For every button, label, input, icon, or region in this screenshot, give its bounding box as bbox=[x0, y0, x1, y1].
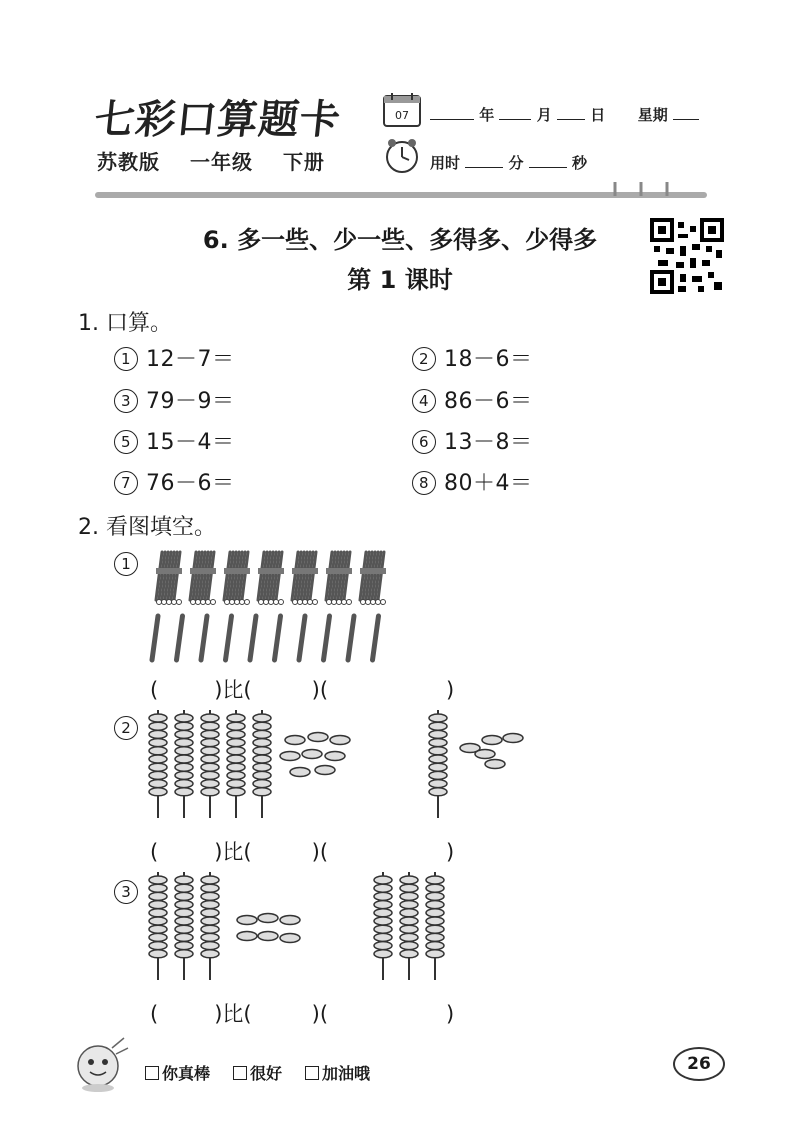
q2-heading: 2. 看图填空。 bbox=[78, 515, 216, 540]
rating-option-keep-going[interactable] bbox=[305, 1061, 370, 1084]
loose-bead bbox=[315, 766, 335, 775]
problem-number: 4 bbox=[412, 389, 436, 413]
mascot-icon bbox=[68, 1034, 134, 1094]
month-blank[interactable] bbox=[499, 105, 531, 120]
problem-5 bbox=[114, 425, 235, 456]
paren-open: ( bbox=[243, 678, 252, 702]
lesson-title: 6. 多一些、少一些、多得多、少得多 bbox=[202, 226, 598, 254]
time-used-label: 用时 bbox=[430, 154, 461, 172]
rating-label: 你真棒 bbox=[162, 1064, 211, 1083]
compare-word: 比 bbox=[222, 1002, 244, 1026]
problem-6 bbox=[412, 425, 533, 456]
stick-bundle bbox=[224, 552, 250, 605]
date-line bbox=[430, 104, 699, 125]
abacus-rod bbox=[175, 872, 193, 980]
q1-heading: 1. 口算。 bbox=[78, 311, 172, 336]
problem-number: 6 bbox=[412, 430, 436, 454]
paren-open: ( bbox=[243, 1002, 252, 1026]
abacus-rod bbox=[400, 872, 418, 980]
loose-bead bbox=[330, 736, 350, 745]
paren-open: ( bbox=[150, 1002, 159, 1026]
paren-close: ) bbox=[446, 678, 455, 702]
loose-bead bbox=[302, 750, 322, 759]
weekday-label: 星期 bbox=[637, 106, 668, 124]
paren-open: ( bbox=[150, 678, 159, 702]
year-blank[interactable] bbox=[430, 105, 474, 120]
problem-expr: 80＋4＝ bbox=[444, 471, 533, 496]
abacus-rod bbox=[426, 872, 444, 980]
edition-publisher: 苏教版 bbox=[97, 150, 160, 174]
edition-volume: 下册 bbox=[282, 150, 325, 174]
single-stick bbox=[373, 616, 379, 660]
stick-bundles-figure bbox=[148, 548, 408, 666]
problem-8 bbox=[412, 466, 533, 497]
loose-bead bbox=[325, 752, 345, 761]
single-stick bbox=[201, 616, 207, 660]
problem-expr: 15－4＝ bbox=[146, 430, 235, 455]
paren-open: ( bbox=[243, 840, 252, 864]
abacus-rod bbox=[149, 872, 167, 980]
paren-close: ) bbox=[214, 1002, 223, 1026]
part-number: 1 bbox=[114, 552, 138, 576]
part-3-blanks bbox=[150, 998, 454, 1028]
minutes-blank[interactable] bbox=[465, 153, 503, 168]
abacus-rod bbox=[201, 710, 219, 818]
problem-4 bbox=[412, 384, 533, 415]
abacus-rod bbox=[227, 710, 245, 818]
loose-bead bbox=[285, 736, 305, 745]
paren-close: ) bbox=[311, 840, 320, 864]
abacus-figure-2 bbox=[140, 706, 540, 826]
page-number: 26 bbox=[673, 1047, 725, 1081]
part-number: 2 bbox=[114, 716, 138, 740]
checkbox-icon[interactable] bbox=[145, 1066, 159, 1080]
seconds-blank[interactable] bbox=[529, 153, 567, 168]
single-stick bbox=[250, 616, 256, 660]
paren-close: ) bbox=[311, 1002, 320, 1026]
loose-bead bbox=[258, 914, 278, 923]
time-line bbox=[430, 152, 587, 173]
calendar-day: 07 bbox=[395, 109, 409, 122]
problem-number: 8 bbox=[412, 471, 436, 495]
qr-code-icon[interactable] bbox=[650, 218, 724, 294]
loose-bead bbox=[237, 916, 257, 925]
loose-bead bbox=[280, 916, 300, 925]
loose-bead bbox=[237, 932, 257, 941]
stick-bundle bbox=[190, 552, 216, 605]
single-stick bbox=[275, 616, 281, 660]
problem-expr: 18－6＝ bbox=[444, 347, 533, 372]
problem-number: 2 bbox=[412, 347, 436, 371]
paren-close: ) bbox=[446, 1002, 455, 1026]
month-label: 月 bbox=[536, 106, 552, 124]
paren-open: ( bbox=[150, 840, 159, 864]
edition-grade: 一年级 bbox=[189, 150, 253, 174]
problem-expr: 13－8＝ bbox=[444, 430, 533, 455]
problem-number: 3 bbox=[114, 389, 138, 413]
brand-title: 七彩口算题卡 bbox=[92, 97, 344, 143]
problem-expr: 79－9＝ bbox=[146, 389, 235, 414]
problem-7 bbox=[114, 466, 235, 497]
abacus-rod bbox=[175, 710, 193, 818]
stick-bundle bbox=[360, 552, 386, 605]
compare-word: 比 bbox=[222, 840, 244, 864]
rating-option-good[interactable] bbox=[233, 1061, 282, 1084]
stick-bundle bbox=[156, 552, 182, 605]
paren-close: ) bbox=[214, 840, 223, 864]
problem-1 bbox=[114, 342, 235, 373]
compare-word: 比 bbox=[222, 678, 244, 702]
abacus-rod bbox=[429, 710, 447, 818]
part-1-blanks bbox=[150, 674, 454, 704]
rating-option-great[interactable] bbox=[145, 1061, 210, 1084]
abacus-rod bbox=[149, 710, 167, 818]
problem-expr: 76－6＝ bbox=[146, 471, 235, 496]
day-blank[interactable] bbox=[557, 105, 585, 120]
part-2-blanks bbox=[150, 836, 454, 866]
rating-label: 很好 bbox=[250, 1064, 283, 1083]
abacus-figure-3 bbox=[140, 868, 540, 988]
single-stick bbox=[348, 616, 354, 660]
stick-bundle bbox=[258, 552, 284, 605]
paren-close: ) bbox=[311, 678, 320, 702]
rating-label: 加油哦 bbox=[322, 1064, 371, 1083]
paren-open: ( bbox=[319, 678, 329, 702]
year-label: 年 bbox=[479, 106, 495, 124]
calendar-icon bbox=[382, 92, 422, 128]
paren-close: ) bbox=[214, 678, 223, 702]
lesson-subtitle: 第 1 课时 bbox=[347, 266, 453, 294]
abacus-rod bbox=[253, 710, 271, 818]
paren-close: ) bbox=[446, 840, 455, 864]
edition-line bbox=[97, 146, 347, 175]
problem-expr: 12－7＝ bbox=[146, 347, 235, 372]
seconds-label: 秒 bbox=[571, 154, 587, 172]
loose-bead bbox=[482, 736, 502, 745]
single-stick bbox=[152, 616, 158, 660]
loose-bead bbox=[308, 733, 328, 742]
problem-number: 7 bbox=[114, 471, 138, 495]
paren-open: ( bbox=[319, 1002, 329, 1026]
part-number: 3 bbox=[114, 880, 138, 904]
minutes-label: 分 bbox=[508, 154, 524, 172]
loose-bead bbox=[290, 768, 310, 777]
stick-bundle bbox=[326, 552, 352, 605]
single-stick bbox=[299, 616, 305, 660]
day-label: 日 bbox=[590, 106, 606, 124]
problem-2 bbox=[412, 342, 533, 373]
single-stick bbox=[226, 616, 232, 660]
loose-bead bbox=[280, 752, 300, 761]
loose-bead bbox=[475, 750, 495, 759]
problem-number: 5 bbox=[114, 430, 138, 454]
checkbox-icon[interactable] bbox=[233, 1066, 247, 1080]
problem-number: 1 bbox=[114, 347, 138, 371]
divider-rings-icon bbox=[605, 180, 685, 200]
weekday-blank[interactable] bbox=[673, 105, 699, 120]
abacus-rod bbox=[374, 872, 392, 980]
clock-icon bbox=[384, 138, 420, 174]
single-stick bbox=[324, 616, 330, 660]
single-stick bbox=[177, 616, 183, 660]
loose-bead bbox=[258, 932, 278, 941]
checkbox-icon[interactable] bbox=[305, 1066, 319, 1080]
loose-bead bbox=[280, 934, 300, 943]
problem-expr: 86－6＝ bbox=[444, 389, 533, 414]
loose-bead bbox=[485, 760, 505, 769]
stick-bundle bbox=[292, 552, 318, 605]
problem-3 bbox=[114, 384, 235, 415]
abacus-rod bbox=[201, 872, 219, 980]
paren-open: ( bbox=[319, 840, 329, 864]
loose-bead bbox=[503, 734, 523, 743]
